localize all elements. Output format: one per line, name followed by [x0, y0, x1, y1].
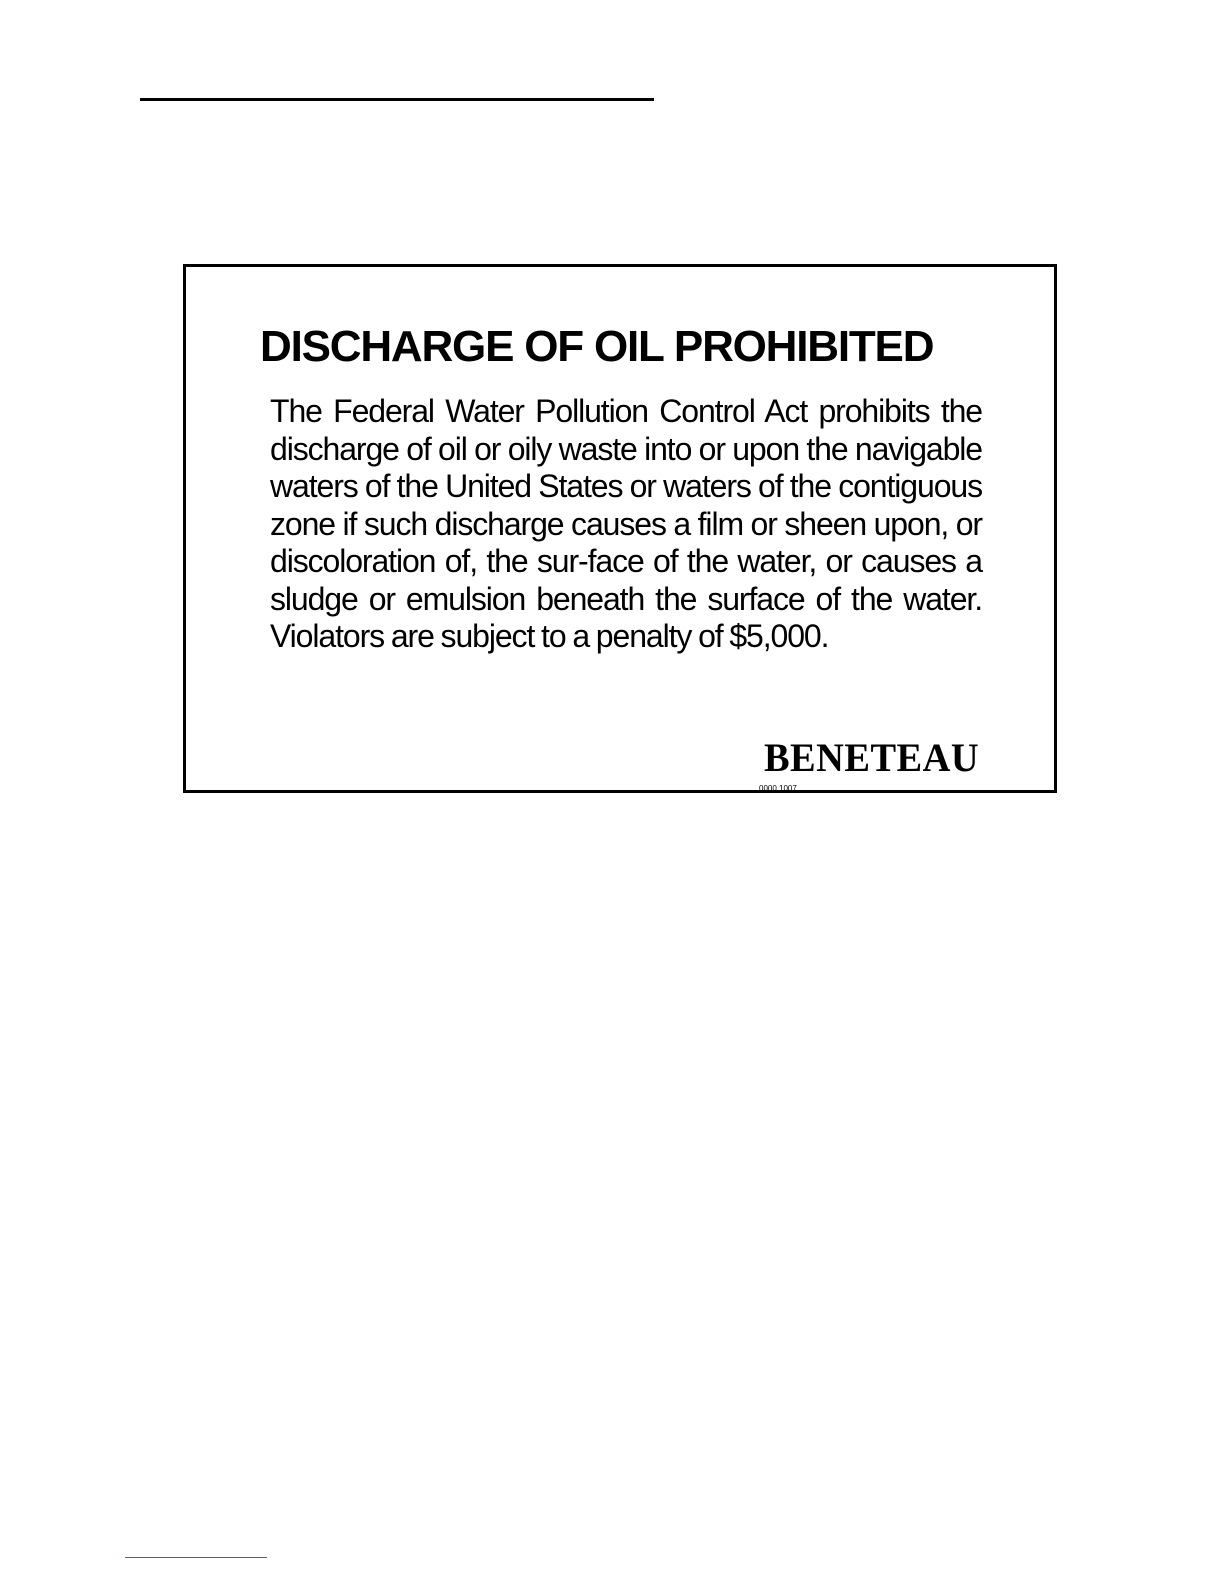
- header-rule: [140, 98, 654, 101]
- placard-body-text: The Federal Water Pollution Control Act prohibits the discharge of oil or oily waste into or upon the navigable waters of the United States or waters of the contiguous zone if such discharge causes a film or sheen upon, or discoloration of, the sur-face of the water, or causes a sludge or emulsion beneath the surface of the water. Violators are subject to a penalty of $5,000.: [270, 393, 982, 654]
- placard-title: DISCHARGE OF OIL PROHIBITED: [260, 322, 934, 371]
- oil-discharge-placard: [183, 264, 1057, 793]
- beneteau-logo: BENETEAU: [763, 735, 979, 780]
- part-code: 0000 1007: [759, 784, 797, 793]
- footer-rule: [125, 1557, 267, 1558]
